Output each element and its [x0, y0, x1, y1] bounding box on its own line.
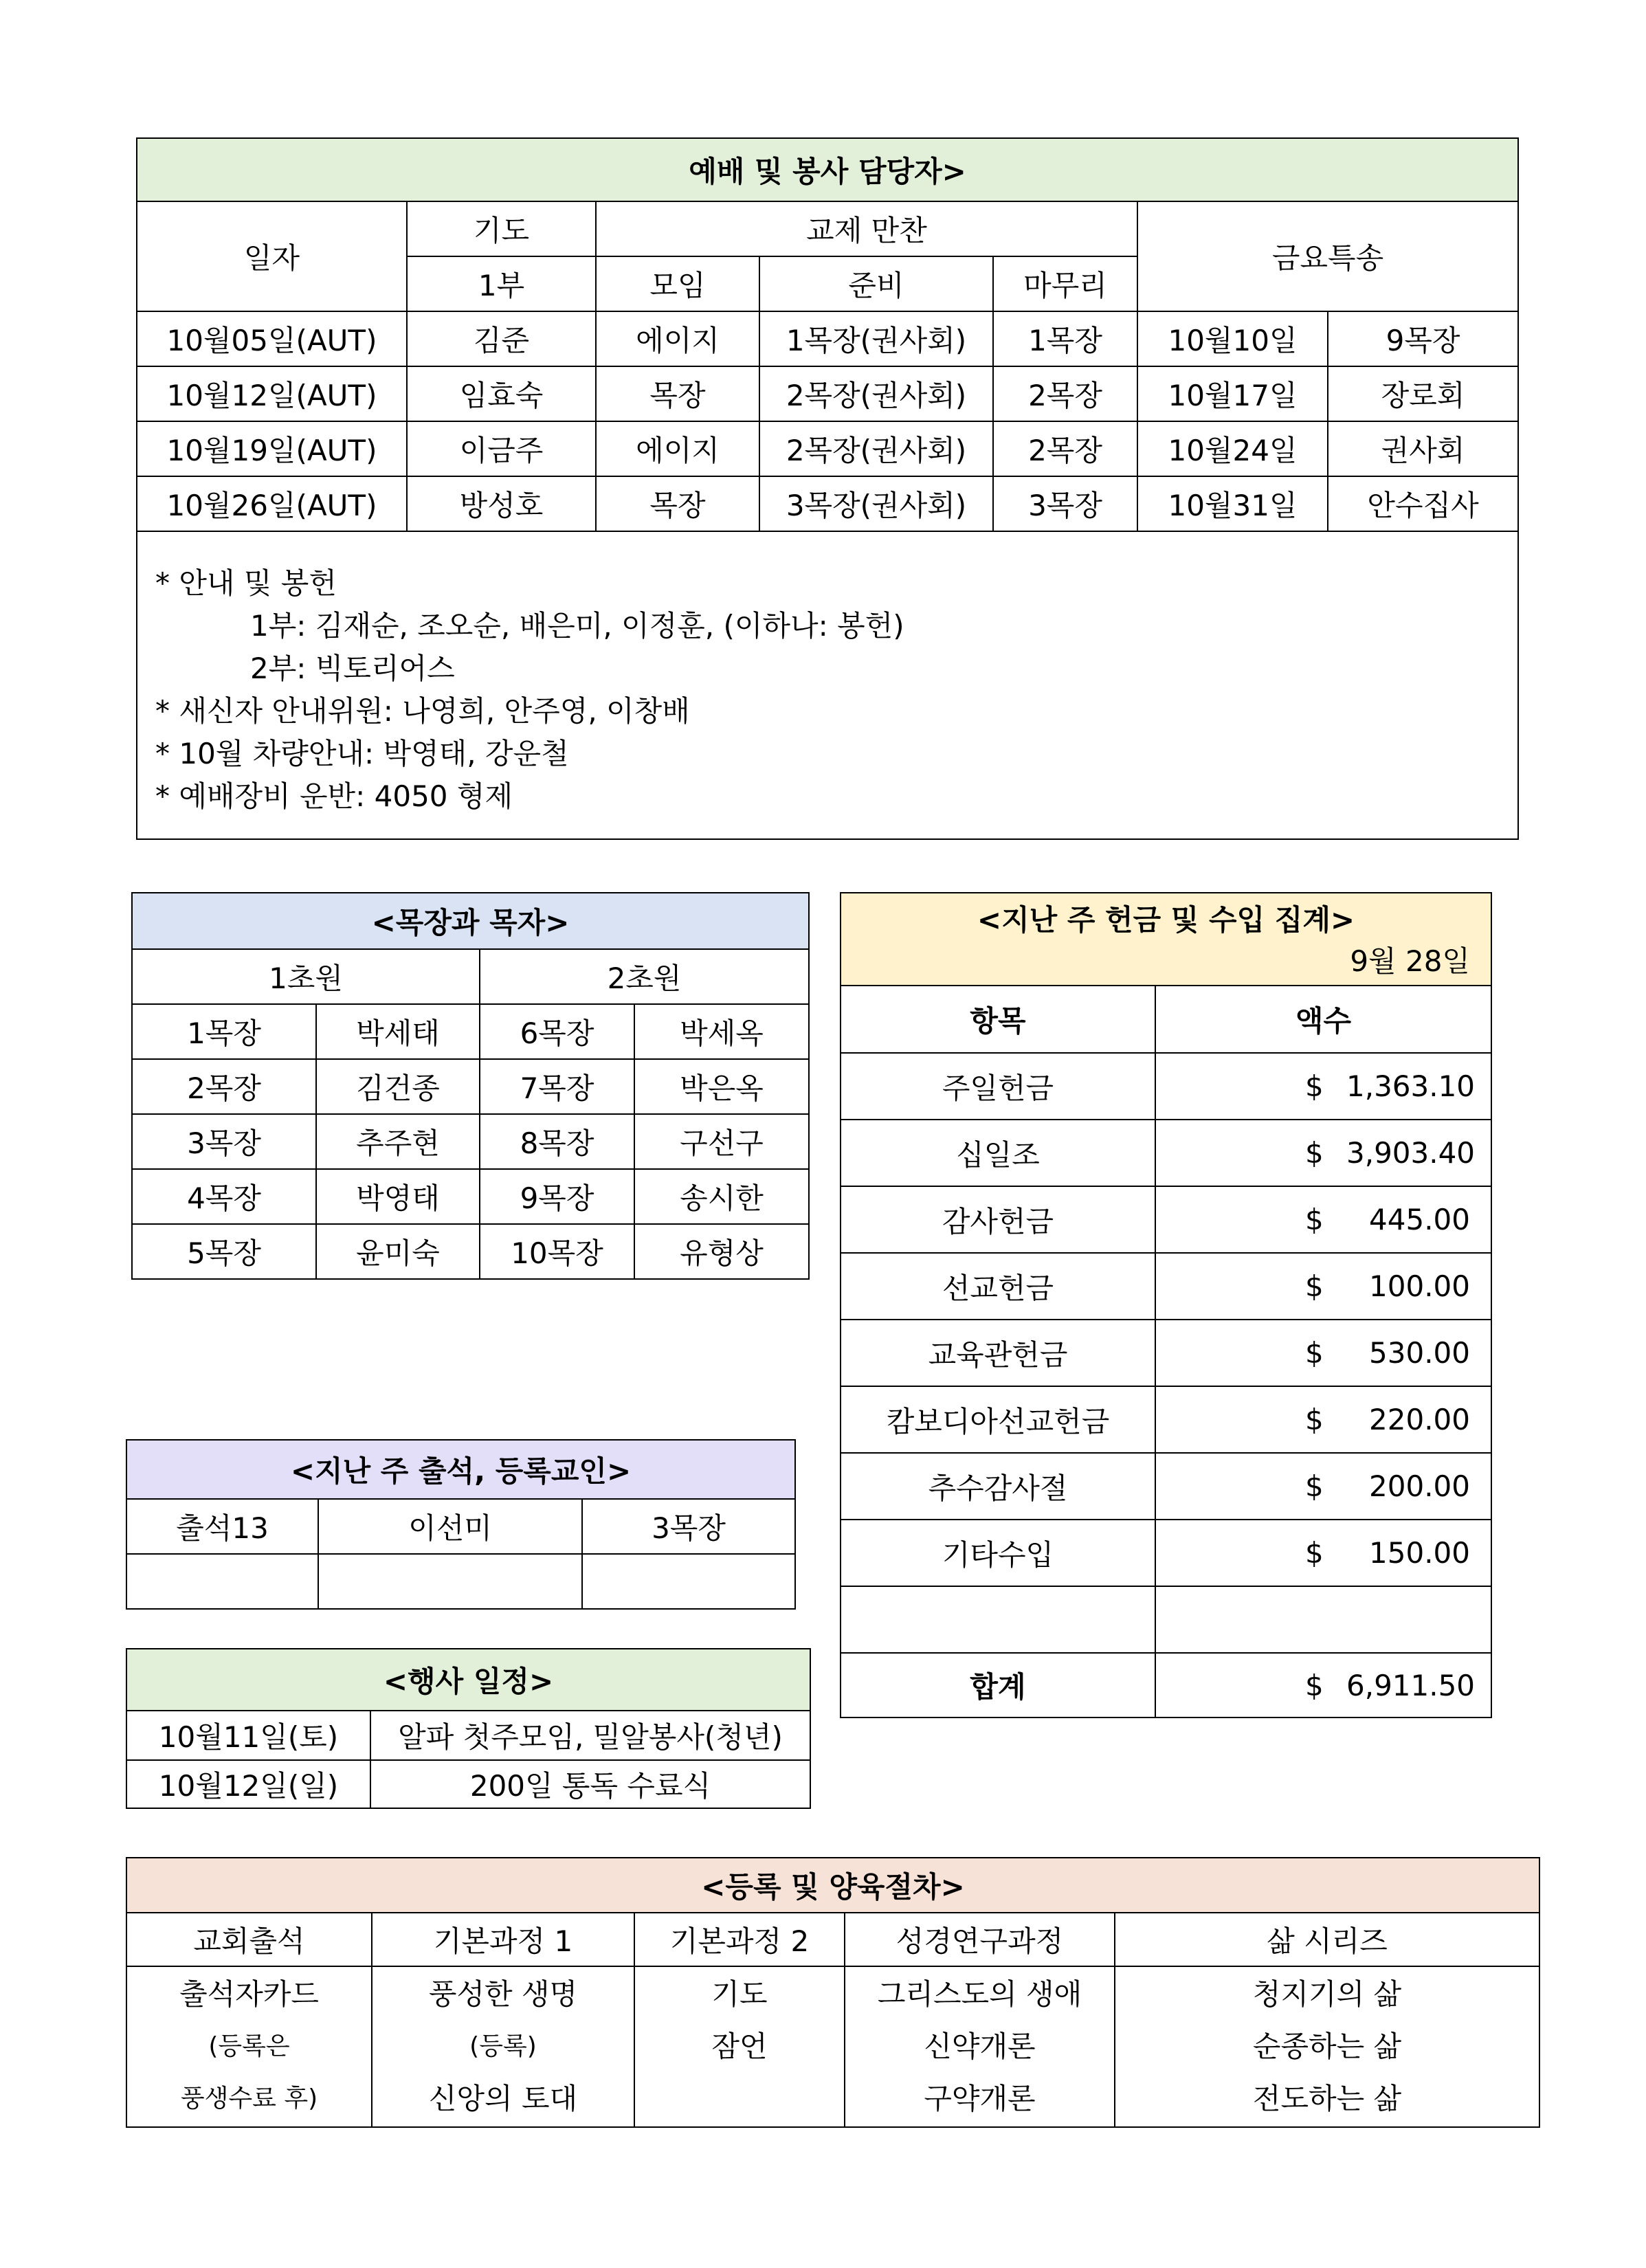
amount-value: 150.00: [1369, 1536, 1470, 1570]
row-friday-date: 10월10일: [1137, 311, 1328, 366]
offering-amount: [1155, 1253, 1491, 1320]
edu-item: 신앙의 토대: [428, 2082, 578, 2115]
row-prayer: 이금주: [407, 421, 596, 476]
cell-group: 8목장: [480, 1114, 634, 1169]
cell-group: 6목장: [480, 1004, 634, 1059]
cell-group: 10목장: [480, 1224, 634, 1279]
note-line: * 안내 및 봉헌: [155, 566, 337, 600]
shepherds-table: [131, 892, 810, 1280]
row-prayer: 방성호: [407, 476, 596, 531]
empty-cell: [1155, 1586, 1491, 1653]
currency: $: [1305, 1668, 1324, 1702]
empty-cell: [841, 1586, 1155, 1653]
table-row: [132, 1114, 809, 1169]
row-date: 10월05일(AUT): [137, 311, 407, 366]
col-amount: 액수: [1155, 986, 1491, 1053]
offering-item: 기타수입: [841, 1520, 1155, 1586]
offering-amount: [1155, 1120, 1491, 1186]
edu-item: 잠언: [711, 2030, 768, 2063]
amount-value: 100.00: [1369, 1269, 1470, 1303]
edu-item: (등록은: [208, 2032, 290, 2060]
note-line: 1부: 김재순, 조오순, 배은미, 이정훈, (이하나: 봉헌): [250, 609, 904, 643]
total-row: [841, 1653, 1491, 1717]
edu-col-basic1: [372, 1966, 634, 2127]
cell-leader: 유형상: [634, 1224, 809, 1279]
edu-col-attendance: [126, 1966, 372, 2127]
table-row: [132, 1059, 809, 1114]
amount-value: 3,903.40: [1346, 1136, 1476, 1170]
table-row-empty: [126, 1554, 795, 1609]
offering-item: 캄보디아선교헌금: [841, 1386, 1155, 1453]
offering-table: [840, 892, 1492, 1718]
currency: $: [1305, 1136, 1324, 1170]
row-friday-team: 장로회: [1328, 366, 1518, 421]
row-date: 10월26일(AUT): [137, 476, 407, 531]
cell-leader: 구선구: [634, 1114, 809, 1169]
amount-value: 200.00: [1369, 1469, 1470, 1503]
table-row: [841, 1386, 1491, 1453]
offering-amount: [1155, 1186, 1491, 1253]
currency: $: [1305, 1269, 1324, 1303]
table-row: [841, 1186, 1491, 1253]
table-row: [841, 1320, 1491, 1386]
edu-col-life: [1115, 1966, 1539, 2127]
edu-col-bible: [845, 1966, 1115, 2127]
note-line: 2부: 빅토리어스: [250, 652, 455, 685]
cell-group: 5목장: [132, 1224, 316, 1279]
cell-leader: 추주현: [316, 1114, 480, 1169]
row-gathering: 목장: [596, 366, 759, 421]
row-preparation: 1목장(권사회): [759, 311, 993, 366]
currency: $: [1305, 1403, 1324, 1436]
note-line: * 10월 차량안내: 박영태, 강운철: [155, 737, 569, 770]
education-table: [126, 1857, 1540, 2128]
worship-notes: [137, 531, 1518, 839]
edu-header: 기본과정 1: [372, 1913, 634, 1966]
cell-leader: 김건종: [316, 1059, 480, 1114]
offering-title-cell: [841, 893, 1491, 986]
col-item: 항목: [841, 986, 1155, 1053]
cell-leader: 박영태: [316, 1169, 480, 1224]
offering-item: 감사헌금: [841, 1186, 1155, 1253]
row-gathering: 에이지: [596, 421, 759, 476]
note-line: * 새신자 안내위원: 나영희, 안주영, 이창배: [155, 694, 690, 728]
cell-leader: 박세옥: [634, 1004, 809, 1059]
cell-group: 1목장: [132, 1004, 316, 1059]
table-row: [137, 366, 1518, 421]
amount-value: 445.00: [1369, 1203, 1470, 1236]
row-prayer: 임효숙: [407, 366, 596, 421]
edu-item: 전도하는 삶: [1252, 2082, 1402, 2115]
header-preparation: 준비: [759, 256, 993, 311]
events-table: [126, 1648, 811, 1809]
cell-group: 4목장: [132, 1169, 316, 1224]
currency: $: [1305, 1469, 1324, 1503]
row-preparation: 3목장(권사회): [759, 476, 993, 531]
amount-value: 1,363.10: [1346, 1069, 1476, 1103]
row-gathering: 목장: [596, 476, 759, 531]
table-row: [126, 1711, 810, 1760]
worship-service-table: [136, 137, 1519, 840]
amount-value: 530.00: [1369, 1336, 1470, 1370]
attendance-title: <지난 주 출석, 등록교인>: [126, 1440, 795, 1499]
empty-cell: [126, 1554, 318, 1609]
header-friday-special: 금요특송: [1137, 201, 1518, 311]
table-row: [841, 1120, 1491, 1186]
event-desc: 알파 첫주모임, 밀알봉사(청년): [370, 1711, 810, 1760]
cell-group: 9목장: [480, 1169, 634, 1224]
edu-header: 교회출석: [126, 1913, 372, 1966]
edu-col-basic2: [634, 1966, 845, 2127]
cell-group: 3목장: [132, 1114, 316, 1169]
table-row: [132, 1224, 809, 1279]
table-row: [841, 1253, 1491, 1320]
offering-item: 선교헌금: [841, 1253, 1155, 1320]
currency: $: [1305, 1536, 1324, 1570]
edu-item: 청지기의 삶: [1252, 1977, 1402, 2011]
group-header: 2초원: [480, 949, 809, 1004]
row-friday-date: 10월31일: [1137, 476, 1328, 531]
header-date: 일자: [137, 201, 407, 311]
offering-amount: [1155, 1453, 1491, 1520]
row-cleanup: 1목장: [993, 311, 1137, 366]
group-header: 1초원: [132, 949, 480, 1004]
total-amount: [1155, 1653, 1491, 1717]
offering-amount: [1155, 1386, 1491, 1453]
currency: $: [1305, 1336, 1324, 1370]
row-gathering: 에이지: [596, 311, 759, 366]
events-title: <행사 일정>: [126, 1649, 810, 1711]
table-row: [841, 1520, 1491, 1586]
table-row-empty: [841, 1586, 1491, 1653]
edu-item: 풍생수료 후): [180, 2084, 318, 2113]
attendance-group: 3목장: [582, 1499, 795, 1554]
edu-header: 삶 시리즈: [1115, 1913, 1539, 1966]
table-row: [132, 1169, 809, 1224]
offering-date: 9월 28일: [1350, 944, 1470, 978]
offering-item: 주일헌금: [841, 1053, 1155, 1120]
amount-value: 220.00: [1369, 1403, 1470, 1436]
attendance-table: [126, 1439, 796, 1610]
worship-table-title: 예배 및 봉사 담당자>: [137, 138, 1518, 201]
header-gathering: 모임: [596, 256, 759, 311]
edu-item: 순종하는 삶: [1252, 2030, 1402, 2063]
table-row: [841, 1053, 1491, 1120]
table-row: [137, 311, 1518, 366]
edu-header: 성경연구과정: [845, 1913, 1115, 1966]
row-preparation: 2목장(권사회): [759, 421, 993, 476]
cell-leader: 송시한: [634, 1169, 809, 1224]
total-label: 합계: [841, 1653, 1155, 1717]
header-fellowship: 교제 만찬: [596, 201, 1137, 256]
cell-leader: 박은옥: [634, 1059, 809, 1114]
row-cleanup: 2목장: [993, 421, 1137, 476]
table-row: [126, 1760, 810, 1808]
row-cleanup: 3목장: [993, 476, 1137, 531]
empty-cell: [318, 1554, 582, 1609]
table-row: [132, 1004, 809, 1059]
shepherds-title: <목장과 목자>: [132, 893, 809, 949]
cell-leader: 박세태: [316, 1004, 480, 1059]
row-friday-team: 권사회: [1328, 421, 1518, 476]
row-friday-date: 10월17일: [1137, 366, 1328, 421]
row-date: 10월12일(AUT): [137, 366, 407, 421]
header-cleanup: 마무리: [993, 256, 1137, 311]
edu-item: 출석자카드: [179, 1977, 319, 2011]
offering-amount: [1155, 1320, 1491, 1386]
cell-group: 7목장: [480, 1059, 634, 1114]
offering-item: 추수감사절: [841, 1453, 1155, 1520]
offering-title: <지난 주 헌금 및 수입 집계>: [977, 903, 1355, 937]
edu-item: 기도: [711, 1977, 768, 2011]
offering-amount: [1155, 1053, 1491, 1120]
edu-item: 구약개론: [924, 2082, 1036, 2115]
table-row: [137, 421, 1518, 476]
row-prayer: 김준: [407, 311, 596, 366]
currency: $: [1305, 1203, 1324, 1236]
edu-item: (등록): [469, 2032, 537, 2060]
offering-amount: [1155, 1520, 1491, 1586]
edu-header: 기본과정 2: [634, 1913, 845, 1966]
row-preparation: 2목장(권사회): [759, 366, 993, 421]
table-row: [841, 1453, 1491, 1520]
edu-item: 그리스도의 생애: [877, 1977, 1082, 2011]
attendance-status: 출석13: [126, 1499, 318, 1554]
currency: $: [1305, 1069, 1324, 1103]
row-cleanup: 2목장: [993, 366, 1137, 421]
cell-leader: 윤미숙: [316, 1224, 480, 1279]
attendance-name: 이선미: [318, 1499, 582, 1554]
offering-item: 교육관헌금: [841, 1320, 1155, 1386]
note-line: * 예배장비 운반: 4050 형제: [155, 779, 513, 813]
row-date: 10월19일(AUT): [137, 421, 407, 476]
row-friday-team: 9목장: [1328, 311, 1518, 366]
event-date: 10월12일(일): [126, 1760, 370, 1808]
event-date: 10월11일(토): [126, 1711, 370, 1760]
table-row: [126, 1499, 795, 1554]
cell-group: 2목장: [132, 1059, 316, 1114]
edu-item: 풍성한 생명: [428, 1977, 578, 2011]
event-desc: 200일 통독 수료식: [370, 1760, 810, 1808]
education-title: <등록 및 양육절차>: [126, 1858, 1539, 1913]
header-prayer-sub: 1부: [407, 256, 596, 311]
table-row: [137, 476, 1518, 531]
offering-item: 십일조: [841, 1120, 1155, 1186]
amount-value: 6,911.50: [1346, 1668, 1476, 1702]
edu-item: 신약개론: [924, 2030, 1036, 2063]
row-friday-team: 안수집사: [1328, 476, 1518, 531]
row-friday-date: 10월24일: [1137, 421, 1328, 476]
header-prayer: 기도: [407, 201, 596, 256]
empty-cell: [582, 1554, 795, 1609]
